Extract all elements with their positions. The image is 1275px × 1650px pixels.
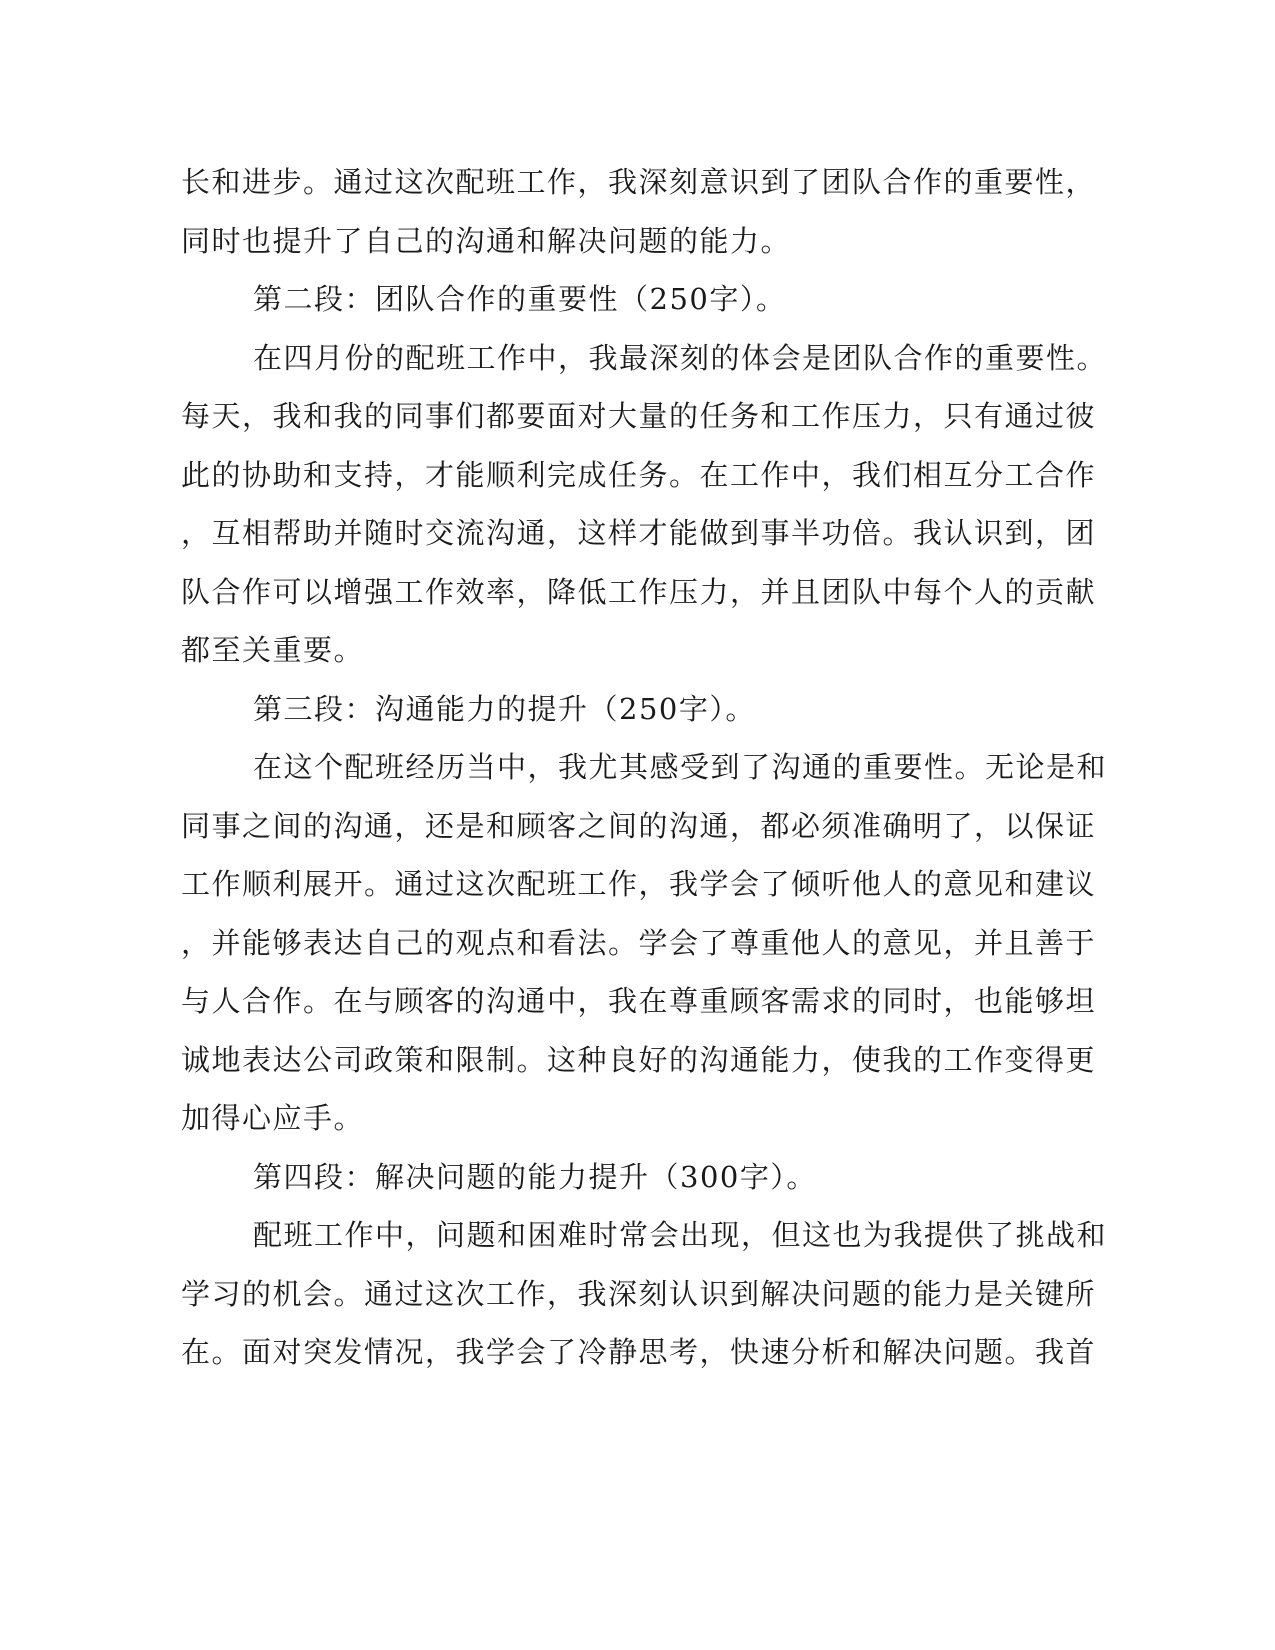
paragraph-3-line-5: 与人合作。在与顾客的沟通中，我在尊重顾客需求的同时，也能够坦: [181, 984, 1097, 1018]
paragraph-2-line-6: 都至关重要。: [181, 633, 365, 667]
paragraph-3-line-6: 诚地表达公司政策和限制。这种良好的沟通能力，使我的工作变得更: [181, 1043, 1097, 1077]
paragraph-3-line-4: ，并能够表达自己的观点和看法。学会了尊重他人的意见，并且善于: [181, 926, 1097, 960]
paragraph-2-line-5: 队合作可以增强工作效率，降低工作压力，并且团队中每个人的贡献: [181, 575, 1097, 609]
section-4-heading: 第四段：解决问题的能力提升（300字）。: [253, 1160, 817, 1194]
section-3-heading: 第三段：沟通能力的提升（250字）。: [253, 692, 756, 726]
paragraph-3-line-3: 工作顺利展开。通过这次配班工作，我学会了倾听他人的意见和建议: [181, 867, 1097, 901]
section-2-heading: 第二段：团队合作的重要性（250字）。: [253, 282, 787, 316]
paragraph-3-line-2: 同事之间的沟通，还是和顾客之间的沟通，都必须准确明了，以保证: [181, 809, 1097, 843]
paragraph-3-line-1: 在这个配班经历当中，我尤其感受到了沟通的重要性。无论是和: [253, 750, 1108, 784]
paragraph-4-line-1: 配班工作中，问题和困难时常会出现，但这也为我提供了挑战和: [253, 1218, 1108, 1252]
paragraph-4-line-2: 学习的机会。通过这次工作，我深刻认识到解决问题的能力是关键所: [181, 1277, 1097, 1311]
paragraph-4-line-3: 在。面对突发情况，我学会了冷静思考，快速分析和解决问题。我首: [181, 1335, 1097, 1369]
paragraph-2-line-2: 每天，我和我的同事们都要面对大量的任务和工作压力，只有通过彼: [181, 399, 1097, 433]
paragraph-2-line-3: 此的协助和支持，才能顺利完成任务。在工作中，我们相互分工合作: [181, 458, 1097, 492]
paragraph-2-line-4: ，互相帮助并随时交流沟通，这样才能做到事半功倍。我认识到，团: [181, 516, 1097, 550]
paragraph-1-line-1: 长和进步。通过这次配班工作，我深刻意识到了团队合作的重要性，: [181, 165, 1097, 199]
paragraph-2-line-1: 在四月份的配班工作中，我最深刻的体会是团队合作的重要性。: [253, 341, 1108, 375]
paragraph-3-line-7: 加得心应手。: [181, 1101, 365, 1135]
paragraph-1-line-2: 同时也提升了自己的沟通和解决问题的能力。: [181, 224, 792, 258]
